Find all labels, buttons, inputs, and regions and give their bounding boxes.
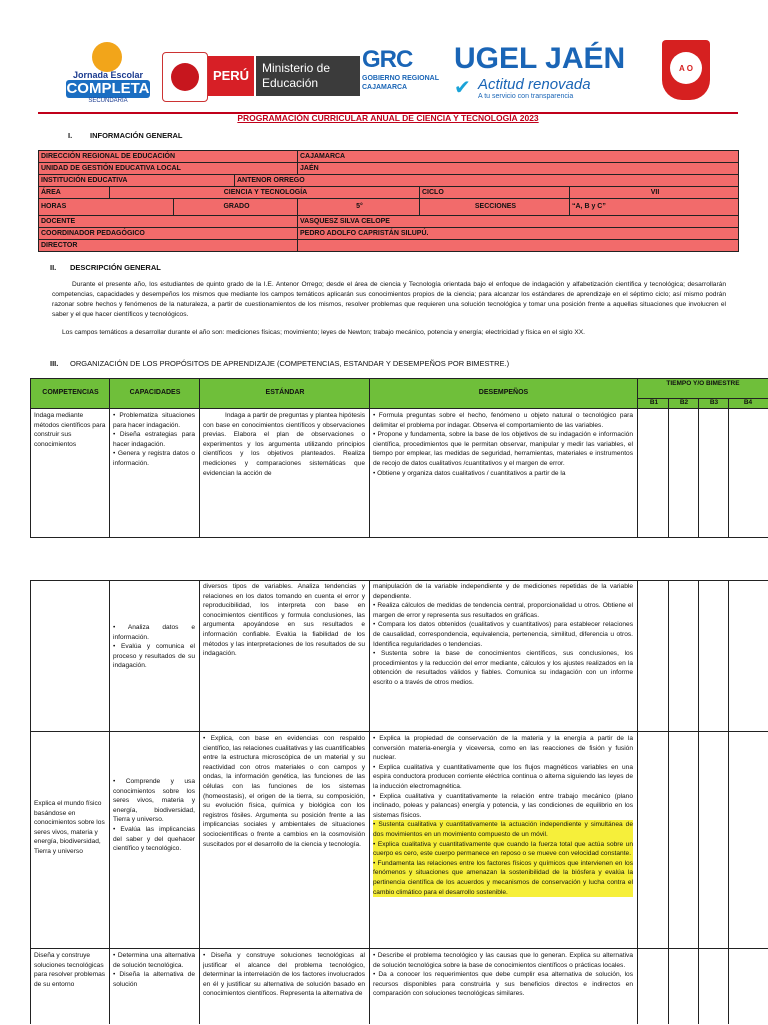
info-value: VII	[569, 187, 738, 198]
row-divider	[31, 731, 768, 732]
header-competencias: COMPETENCIAS	[42, 389, 99, 396]
description-paragraph: Durante el presente año, los estudiantes de quinto grado de la I.E. Antenor Orrego; desde el área de ciencia y Tecnología orientada bajo el enfoque de indagación y alfabetización científica y tecnológica; desarrollarán competencias, capacidades y desempeños los mismos que mediante los campos temáticos aplicarán sus conocimientos propios de la ciencia; para alcanzar los estándares de aprendizaje en el séptimo ciclo; así mismo podrán razonar sobre hechos y fenómenos de la naturaleza, a partir de cuestionamientos de los mismos, resolver problemas que requieren una solución tecnológica y tomar una posición frente a aquellas situaciones que involucren el saber y el que hacer científicos y tecnológicos.	[52, 281, 726, 318]
info-label: ÁREA	[41, 189, 61, 196]
col-divider	[668, 581, 669, 1024]
school-logo	[662, 40, 712, 104]
grc-mark: GRC	[362, 46, 413, 73]
capacity-cell: • Comprende y usa conocimientos sobre los seres vivos, materia y energía, biodiversidad, Tierra y universo. • Evalúa las implicancias del saber y del quehacer científico y tecnológico.	[113, 778, 195, 853]
minedu-logo	[160, 50, 360, 102]
info-row	[39, 228, 738, 240]
info-value	[297, 240, 738, 251]
info-label: DIRECCIÓN REGIONAL DE EDUCACIÓN	[41, 153, 176, 160]
info-table	[38, 150, 739, 252]
ugel-service: A tu servicio con transparencia	[478, 93, 574, 100]
header-b3: B3	[709, 399, 719, 406]
header-b4: B4	[743, 399, 753, 406]
grc-sub: GOBIERNO REGIONAL CAJAMARCA	[362, 75, 439, 91]
highlighted-performance: • Fundamenta las relaciones entre los factores físicos y químicos que intervienen en los fenómenos y situaciones que amenazan la sostenibilidad de la biósfera y evalúa la pertinencia científica de los acuerdos y mecanismos de conservación y lucha contra el cambio climático para el desarrollo sostenible.	[373, 859, 633, 896]
ugel-tagline: Actitud renovada	[478, 76, 591, 93]
info-value: CIENCIA Y TECNOLOGÍA	[109, 187, 419, 198]
info-value: ANTENOR ORREGO	[234, 175, 738, 186]
info-label: COORDINADOR PEDAGÓGICO	[41, 230, 145, 237]
col-divider	[369, 581, 370, 1024]
col-divider	[109, 379, 110, 537]
standard-cell: Indaga a partir de preguntas y plantea hipótesis con base en conocimientos científicos y observaciones previas. Elabora el plan de observaciones o experimentos y los argumenta utilizando principios científicos y los objetivos planteados. Realiza mediciones y comparaciones sistemáticas que evidencian la acción de	[203, 412, 365, 477]
jec-logo-main: COMPLETA	[66, 80, 150, 97]
info-value: 5°	[297, 199, 419, 215]
capacity-cell: • Problematiza situaciones para hacer indagación. • Diseña estrategias para hacer indagación. • Genera y registra datos o información.	[113, 412, 195, 467]
info-value: CAJAMARCA	[297, 151, 738, 162]
col-divider	[637, 581, 638, 1024]
row-divider	[31, 948, 768, 949]
jec-logo-top: Jornada Escolar	[72, 70, 144, 80]
peru-label: PERÚ	[208, 56, 254, 96]
highlighted-performance: • Sustenta cualitativa y cuantitativamente la actuación independiente y simultánea de dos movimientos en un movimiento compuesto de un móvil.	[373, 821, 633, 838]
col-divider	[698, 581, 699, 1024]
col-divider	[637, 379, 638, 537]
col-divider	[728, 398, 729, 537]
info-label: SECCIONES	[419, 199, 569, 215]
info-row	[39, 175, 738, 187]
shield-icon	[662, 40, 710, 100]
info-label: HORAS	[41, 203, 67, 210]
section2-number: II.	[50, 263, 57, 272]
col-divider	[668, 398, 669, 537]
header-capacidades: CAPACIDADES	[129, 389, 181, 396]
header-tiempo: TIEMPO Y/O BIMESTRE	[666, 380, 740, 387]
standard-cell: diversos tipos de variables. Analiza tendencias y relaciones en los datos tomando en cuenta el error y reproducibilidad, los interpreta con base en conocimientos científicos y formula conclusiones, las argumenta apoyándose en sus resultados e información confiable. Evalúa la fiabilidad de los métodos y las interpretaciones de los resultados de su indagación.	[203, 583, 365, 658]
competence-cell: Diseña y construye soluciones tecnológicas para resolver problemas de su entorno	[34, 952, 106, 988]
highlighted-performance: • Explica cualitativa y cuantitativamente que cuando la fuerza total que actúa sobre un cuerpo es cero, este cuerpo permanece en reposo o se mueve con velocidad constante.	[373, 840, 633, 858]
header-b1: B1	[649, 399, 659, 406]
table-header	[31, 379, 768, 409]
info-label: INSTITUCIÓN EDUCATIVA	[41, 177, 128, 184]
info-label: DOCENTE	[41, 218, 76, 225]
capacity-cell: • Determina una alternativa de solución tecnológica. • Diseña la alternativa de solución	[113, 952, 195, 988]
performance-cell	[373, 734, 633, 946]
col-divider	[199, 379, 200, 537]
competence-cell: Indaga mediante métodos científicos para construir sus conocimientos	[34, 412, 106, 448]
col-divider	[199, 581, 200, 1024]
page-title: PROGRAMACIÓN CURRICULAR ANUAL DE CIENCIA Y TECNOLOGÍA 2023	[237, 113, 539, 123]
section3-label: ORGANIZACIÓN DE LOS PROPÓSITOS DE APRENDIZAJE (COMPETENCIAS, ESTANDAR Y DESEMPEÑOS POR BIMESTRE.)	[70, 359, 510, 368]
info-label: CICLO	[419, 187, 569, 198]
section1-number: I.	[68, 131, 73, 140]
info-value: JAÉN	[297, 163, 738, 174]
info-row	[39, 187, 738, 199]
info-row	[39, 151, 738, 163]
ugel-logo	[362, 42, 652, 106]
col-divider	[109, 581, 110, 1024]
ministry-label: Ministerio de Educación	[256, 56, 360, 96]
header-b2: B2	[679, 399, 689, 406]
header-desempenos: DESEMPEÑOS	[478, 389, 529, 396]
info-label: GRADO	[173, 199, 297, 215]
info-value: VASQUESZ SILVA CELOPE	[297, 216, 738, 227]
info-label: UNIDAD DE GESTIÓN EDUCATIVA LOCAL	[41, 165, 181, 172]
ugel-title: UGEL JAÉN	[454, 42, 626, 75]
peru-shield-icon	[162, 52, 208, 102]
info-row	[39, 199, 738, 216]
check-icon: ✔	[454, 77, 471, 99]
jec-logo-sub: SECUNDARIA	[88, 98, 128, 104]
school-logo-text: A O	[679, 64, 693, 73]
performance-cell: • Describe el problema tecnológico y las causas que lo generan. Explica su alternativa de solución tecnológica sobre la base de conocimientos científicos o prácticas locales. • Da a conocer los requerimientos que debe cumplir esa alternativa de solución, los recursos disponibles para construirla y sus beneficios directos e indirectos en comparación con soluciones tecnológicas similares.	[373, 952, 633, 998]
jec-logo	[62, 40, 154, 108]
performance-cell: manipulación de la variable independiente y de mediciones repetidas de la variable dependiente. • Realiza cálculos de medidas de tendencia central, proporcionalidad u otros. Obtiene el margen de error y representa sus resultados en gráficas. • Compara los datos obtenidos (cualitativos y cuantitativos) para establecer relaciones de causalidad, correspondencia, equivalencia, pertenencia, similitud, diferencia u otros. Identifica regularidades o tendencias. • Sustenta sobre la base de conocimientos científicos, sus conclusiones, los procedimientos y la reducción del error mediante, cálculos y los ajustes realizados en la obtención de resultados válidos y fiables. Comunica su indagación con un informe escrito o a través de otros medios.	[373, 583, 633, 686]
col-divider	[369, 379, 370, 537]
info-row	[39, 216, 738, 228]
col-divider	[728, 581, 729, 1024]
section1-label: INFORMACIÓN GENERAL	[90, 131, 183, 140]
competence-table-continued	[30, 580, 768, 1024]
header-estandar: ESTÁNDAR	[265, 389, 305, 396]
info-value: PEDRO ADOLFO CAPRISTÁN SILUPÚ.	[297, 228, 738, 239]
info-label: DIRECTOR	[41, 242, 78, 249]
standard-cell: • Diseña y construye soluciones tecnológicas al justificar el alcance del problema tecnológico, determinar la interrelación de los factores involucrados en él y justificar su alternativa de solución basado en conocimientos científicos. Representa la alternativa de	[203, 952, 365, 998]
standard-cell: • Explica, con base en evidencias con respaldo científico, las relaciones cualitativas y las cuantificables entre la estructura microscópica de un material y su reactividad con otros materiales o con campos y ondas, la información genética, las funciones de las células con las funciones de los sistemas (homeostasis), el origen de la tierra, su composición, su evolución física, química y biológica con los registros fósiles. Argumenta su posición frente a las implicancias sociales y ambientales de situaciones sociocientíficas o frente a cambios en la cosmovisión suscitados por el desarrollo de la ciencia y tecnología.	[203, 735, 365, 848]
performance-cell: • Formula preguntas sobre el hecho, fenómeno u objeto natural o tecnológico para delimitar el problema por indagar. Observa el comportamiento de las variables. • Propone y fundamenta, sobre la base de los objetivos de su indagación e información científica, procedimientos que le permitan observar, manipular y medir las variables, el tiempo por emplear, las medidas de seguridad, herramientas, materiales e instrumentos de recojo de datos cualitativos /cuantitativos y el margen de error. • Obtiene y organiza datos cualitativos / cuantitativos a partir de la	[373, 412, 633, 477]
col-divider	[698, 398, 699, 537]
competence-cell: Explica el mundo físico basándose en conocimientos sobre los seres vivos, materia y energía, biodiversidad, Tierra y universo	[34, 800, 105, 855]
header-logos	[62, 40, 712, 110]
capacity-cell: • Analiza datos e información. • Evalúa y comunica el proceso y resultados de su indagación.	[113, 624, 195, 670]
performance-text: • Explica la propiedad de conservación de la materia y la energía a partir de la conversión materia-energía y viceversa, como en las reacciones de fisión y fusión nuclear. • Explica cualitativa y cuantitativamente que los flujos magnéticos variables en una espira conductora producen corriente eléctrica continua o alterna siguiendo las leyes de la inducción electromagnética. • Explica cualitativa y cuantitativamente la relación entre trabajo mecánico (plano inclinado, poleas y palancas) energía y potencia, y las condiciones de equilibrio en los sistemas físicos.	[373, 735, 633, 819]
info-row	[39, 163, 738, 175]
info-row	[39, 240, 738, 251]
topics-paragraph: Los campos temáticos a desarrollar durante el año son: mediciones físicas; movimiento; leyes de Newton; trabajo mecánico, potencia y energía; electricidad y física en el siglo XX.	[62, 329, 586, 336]
info-value: “A, B y C”	[569, 199, 738, 215]
sun-icon	[92, 42, 122, 72]
competence-table	[30, 378, 768, 538]
section2-label: DESCRIPCIÓN GENERAL	[70, 263, 161, 272]
section3-number: III.	[50, 359, 59, 368]
